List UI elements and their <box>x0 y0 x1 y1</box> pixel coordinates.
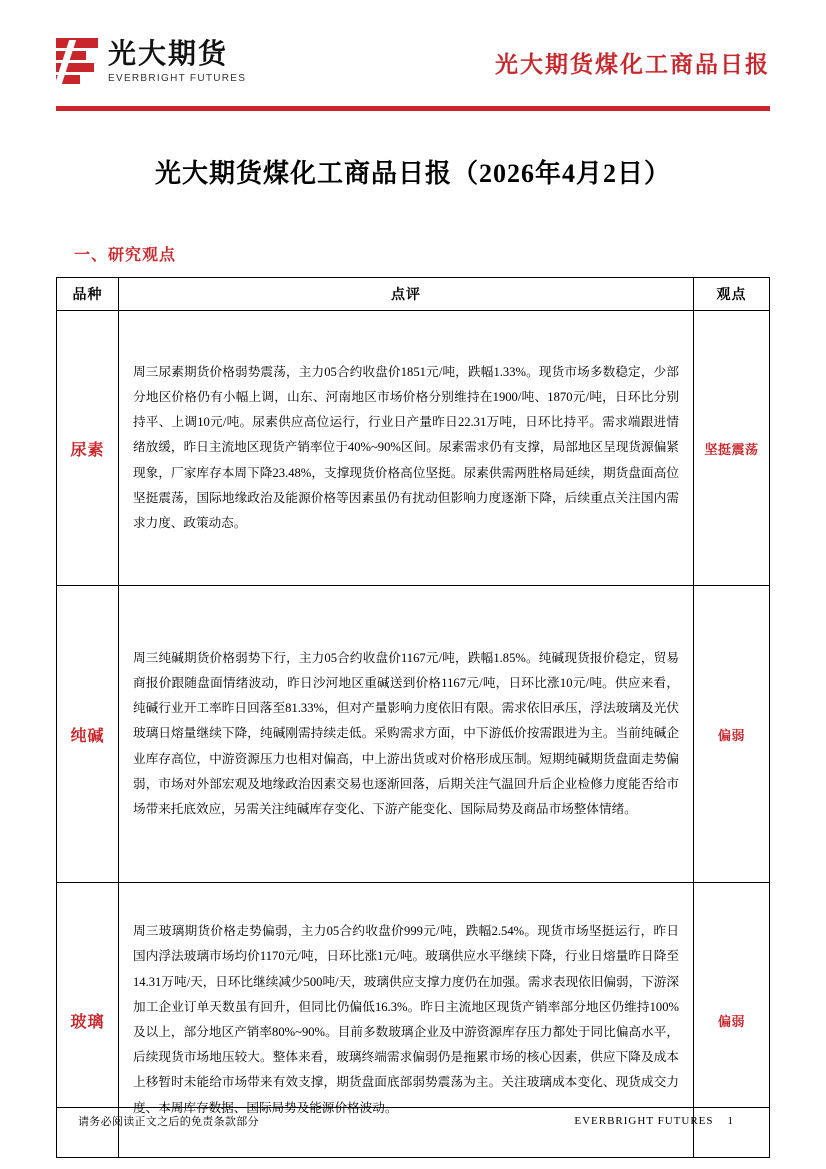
column-header-comment: 点评 <box>119 278 694 311</box>
brand-text <box>108 40 246 85</box>
column-header-view: 观点 <box>694 278 770 311</box>
variety-label-soda-ash: 纯碱 <box>57 586 119 883</box>
page-title: 光大期货煤化工商品日报（2026年4月2日） <box>154 159 671 188</box>
footer-brand <box>574 1115 770 1127</box>
research-view-table <box>56 277 770 1158</box>
view-label-glass: 偏弱 <box>694 883 770 1158</box>
page-footer <box>56 1107 770 1129</box>
brand-name-cn: 光大期货 <box>108 38 229 70</box>
comment-text-urea: 周三尿素期货价格弱势震荡，主力05合约收盘价1851元/吨，跌幅1.33%。现货市场多数稳定，少部分地区价格仍有小幅上调，山东、河南地区市场价格分别维持在1900/吨、1870元/吨，日环比分别持平、上调10元/吨。尿素供应高位运行，行业日产量昨日22.31万吨，日环比持平。需求端跟进情绪放缓，昨日主流地区现货产销率位于40%~90%区间。尿素需求仍有支撑，局部地区呈现货源偏紧现象，厂家库存本周下降23.48%，支撑现货价格高位坚挺。尿素供需两胜格局延续，期货盘面高位坚挺震荡，国际地缘政治及能源价格等因素虽仍有扰动但影响力度逐渐下降，后续重点关注国内需求力度、政策动态。 <box>119 311 694 586</box>
brand-logo <box>56 38 246 86</box>
comment-text-glass: 周三玻璃期货价格走势偏弱，主力05合约收盘价999元/吨，跌幅2.54%。现货市场坚挺运行，昨日国内浮法玻璃市场均价1170元/吨，日环比涨1元/吨。玻璃供应水平继续下降，行业日熔量昨日降至14.31万吨/天，日环比继续减少500吨/天，玻璃供应支撑力度仍在加强。需求表现依旧偏弱，下游深加工企业订单天数虽有回升，但同比仍偏低16.3%。昨日主流地区现货产销率部分地区仍维持100%及以上，部分地区产销率80%~90%。目前多数玻璃企业及中游资源库存压力都处于同比偏高水平，后续现货市场地压较大。整体来看，玻璃终端需求偏弱仍是拖累市场的核心因素，供应下降及成本上移暂时未能给市场带来有效支撑，期货盘面底部弱势震荡为主。关注玻璃成本变化、现货成交力度、本周库存数据、国际局势及能源价格波动。 <box>119 883 694 1158</box>
view-label-urea: 坚挺震荡 <box>694 311 770 586</box>
table-row <box>57 311 770 586</box>
view-label-soda-ash: 偏弱 <box>694 586 770 883</box>
table-row <box>57 586 770 883</box>
variety-label-glass: 玻璃 <box>57 883 119 1158</box>
page-header <box>56 26 770 98</box>
section-heading-research-view: 一、研究观点 <box>74 247 177 264</box>
header-divider <box>56 106 770 111</box>
table-header-row <box>57 278 770 311</box>
comment-text-soda-ash: 周三纯碱期货价格弱势下行，主力05合约收盘价1167元/吨，跌幅1.85%。纯碱现货报价稳定，贸易商报价跟随盘面情绪波动，昨日沙河地区重碱送到价格1167元/吨，日环比涨10元/吨。供应来看，纯碱行业开工率昨日回落至81.33%，但对产量影响力度依旧有限。需求依旧承压，浮法玻璃及光伏玻璃日熔量继续下降，纯碱刚需持续走低。采购需求方面，中下游低价按需跟进为主。当前纯碱企业库存高位，中游资源压力也相对偏高，中上游出货或对价格形成压制。短期纯碱期货盘面走势偏弱，市场对外部宏观及地缘政治因素交易也逐渐回落，后期关注气温回升后企业检修力度能否给市场带来托底效应，另需关注纯碱库存变化、下游产能变化、国际局势及商品市场整体情绪。 <box>119 586 694 883</box>
everbright-logo-icon <box>56 38 98 86</box>
page-number: 1 <box>727 1115 734 1127</box>
footer-disclaimer: 请务必阅读正文之后的免责条款部分 <box>78 1116 259 1128</box>
variety-label-urea: 尿素 <box>57 311 119 586</box>
header-title: 光大期货煤化工商品日报 <box>495 51 770 77</box>
footer-brand-text: EVERBRIGHT FUTURES <box>574 1115 714 1127</box>
column-header-variety: 品种 <box>57 278 119 311</box>
brand-name-en: EVERBRIGHT FUTURES <box>108 73 247 85</box>
